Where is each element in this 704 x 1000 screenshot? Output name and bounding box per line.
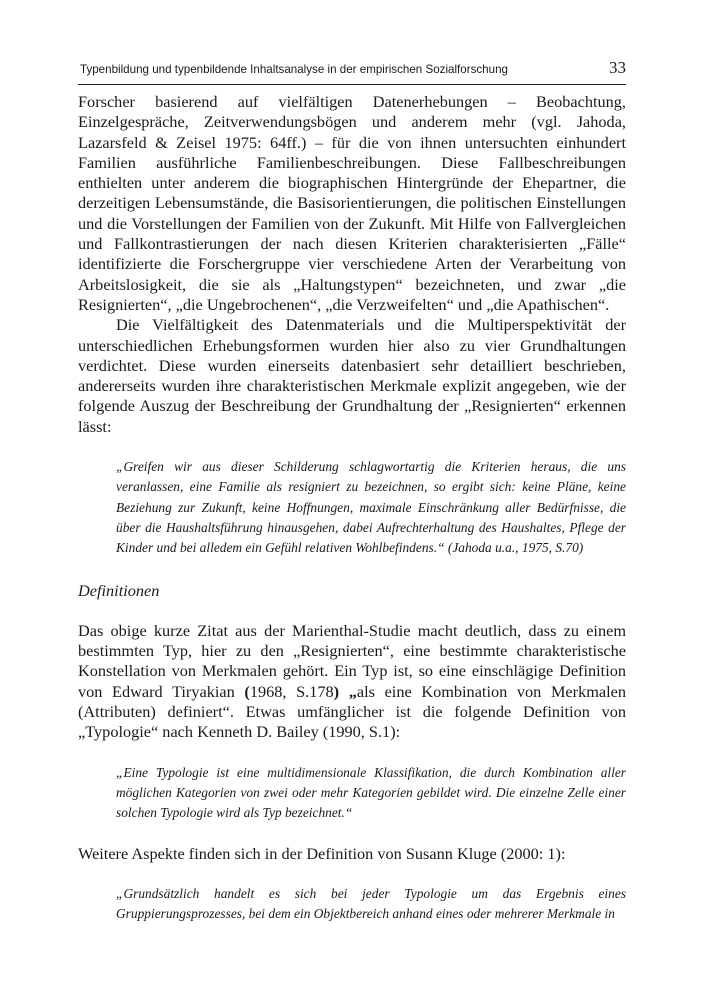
- paragraph-3-bold-open: (: [244, 681, 250, 701]
- running-title: Typenbildung und typenbildende Inhaltsanalyse in der empirischen Sozialforschung: [80, 63, 508, 76]
- paragraph-3-text-a: Das obige kurze Zitat aus der Marienthal-Studie macht deutlich, dass zu einem bestimmten Typ, hier zu den „Resignierten“, eine bestimmte charakteristische Konstellation von Merkmalen gehört. Ein Typ ist, so eine einschlägige Definition von Edward Tiryakian: [78, 620, 626, 701]
- block-quote-2: „Eine Typologie ist eine multidimensionale Klassifikation, die durch Kombination aller möglichen Kategorien von zwei oder mehr Kategorien gebildet wird. Die einzelne Zelle einer solchen Typologie wird als Typ bezeichnet.“: [116, 764, 626, 821]
- paragraph-3-text-b: 1968, S.178: [249, 681, 334, 701]
- paragraph-4: Weitere Aspekte finden sich in der Definition von Susann Kluge (2000: 1):: [78, 843, 566, 863]
- paragraph-1: Forscher basierend auf vielfältigen Datenerhebungen – Beobachtung, Einzelgespräche, Zeitverwendungsbögen und anderem mehr (vgl. Jahoda, Lazarsfeld & Zeisel 1975: 64ff.) – für die von ihnen untersuchten einhundert Familien ausführliche Familienbeschreibungen. Diese Fallbeschreibungen enthielten unter anderem die biographischen Hintergründe der Ehepartner, die derzeitigen Lebensumstände, die Basisorientierungen, die politischen Einstellungen und die Vorstellungen der Familien von der Zukunft. Mit Hilfe von Fallvergleichen und Fallkontrastierungen der nach diesen Kriterien charakterisierten „Fälle“ identifizierte die Forschergruppe vier verschiedene Arten der Verarbeitung von Arbeitslosigkeit, die sie als „Haltungstypen“ bezeichneten, und zwar „die Resignierten“, „die Ungebrochenen“, „die Verzweifelten“ und „die Apathischen“.: [78, 92, 626, 314]
- paragraph-3: [78, 621, 626, 743]
- paragraph-3-text-c: als eine Kombination von Merkmalen (Attributen) definiert“. Etwas umfänglicher ist die folgende Definition von „Typologie“ nach Kenneth D. Bailey (1990, S.1):: [78, 681, 626, 742]
- paragraph-2: Die Vielfältigkeit des Datenmaterials und die Multiperspektivität der unterschiedlichen Erhebungsformen wurden hier also zu vier Grundhaltungen verdichtet. Diese wurden einerseits datenbasiert sehr detailliert beschrieben, andererseits wurden ihre charakteristischen Merkmale explizit angegeben, wie der folgende Auszug der Beschreibung der Grundhaltung der „Resignierten“ erkennen lässt:: [78, 315, 626, 436]
- page-body: [78, 92, 626, 924]
- running-header: [78, 60, 626, 85]
- paragraph-3-bold-close: ) „: [333, 681, 357, 701]
- block-quote-1: „Greifen wir aus dieser Schilderung schlagwortartig die Kriterien heraus, die uns veranlassen, eine Familie als resigniert zu bezeichnen, so ergibt sich: keine Pläne, keine Beziehung zur Zukunft, keine Hoffnungen, maximale Einschränkung aller Bedürfnisse, die über die Haushaltsführung hinausgehen, dabei Aufrechterhaltung des Haushaltes, Pflege der Kinder und bei alledem ein Gefühl relativen Wohlbefindens.“ (Jahoda u.a., 1975, S.70): [116, 459, 626, 556]
- page-number: 33: [609, 58, 626, 77]
- block-quote-3: „Grundsätzlich handelt es sich bei jeder Typologie um das Ergebnis eines Gruppierungsprozesses, bei dem ein Objektbereich anhand eines oder mehrerer Merkmale in: [116, 885, 626, 922]
- section-heading: Definitionen: [78, 580, 160, 600]
